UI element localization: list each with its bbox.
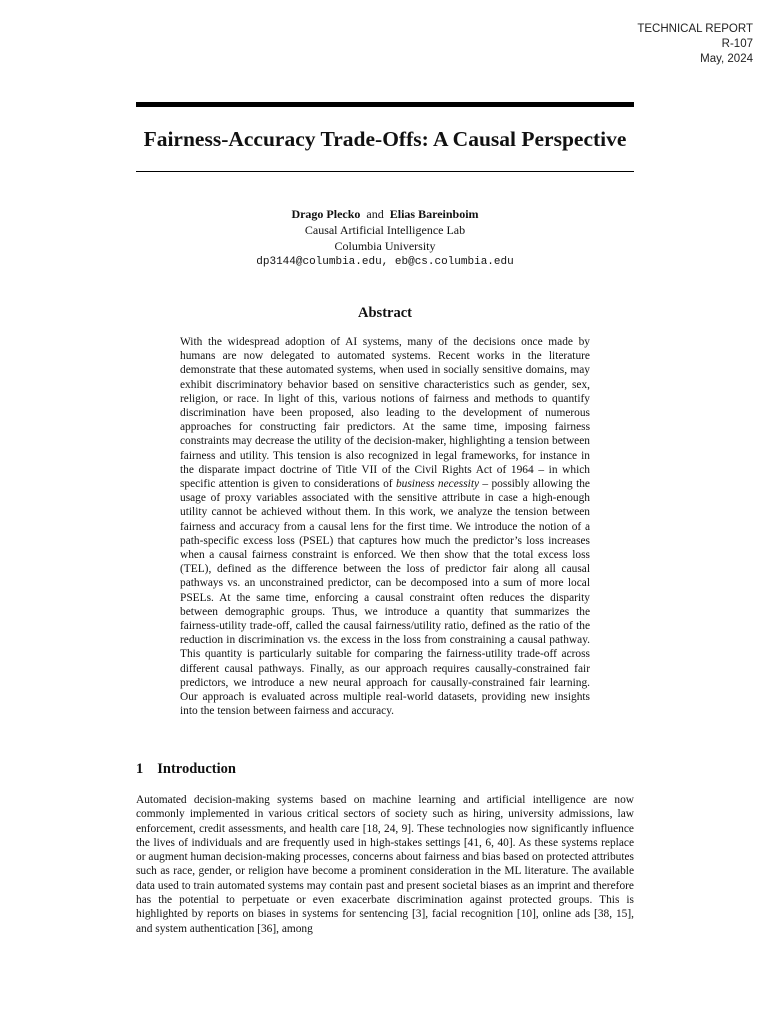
section-title: Introduction (157, 761, 236, 777)
author-1: Drago Plecko (291, 207, 361, 221)
author-emails: dp3144@columbia.edu, eb@cs.columbia.edu (256, 256, 514, 268)
abstract-heading: Abstract (358, 305, 412, 321)
author-names (120, 206, 650, 222)
affiliation-lab: Causal Artificial Intelligence Lab (304, 223, 466, 237)
abstract-text-part-1: With the widespread adoption of AI systems, many of the decisions once made by humans are now delegated to automated systems. Recent works in the literature demonstrate that these automated systems, when used in socially sensitive domains, may exhibit discriminatory behavior based on sensitive characteristics such as gender, sex, religion, or race. In light of this, various notions of fairness and methods to quantify discrimination have been proposed, also leading to the development of numerous approaches for constructing fair predictors. At the same time, imposing fairness constraints may decrease the utility of the decision-maker, highlighting a tension between fairness and utility. This tension is also recognized in legal frameworks, for instance in the disparate impact doctrine of Title VII of the Civil Rights Act of 1964 – in which specific attention is given to considerations of (180, 336, 590, 491)
section-number: 1 (136, 761, 144, 777)
paper-title: Fairness-Accuracy Trade-Offs: A Causal Perspective (143, 127, 627, 151)
introduction-body: Automated decision-making systems based on machine learning and artificial intelligence are now commonly implemented in various critical sectors of society such as hiring, university admissions, law enforcement, credit assessments, and health care [18, 24, 9]. These technologies now significantly influence the lives of individuals and are frequently used in high-stakes settings [41, 6, 40]. As these systems replace or augment human decision-making processes, concerns about fairness and bias based on protected attributes such as race, gender, or religion have become a prominent consideration in the ML literature. The available data used to train automated systems may contain past and present societal biases as an imprint and therefore has the potential to perpetuate or even exacerbate discrimination against protected groups. This is highlighted by reports on biases in systems for sentencing [3], facial recognition [10], online ads [38, 15], and system authentication [36], among (136, 794, 634, 935)
author-block (120, 206, 650, 270)
report-date: May, 2024 (700, 53, 753, 65)
report-number: R-107 (721, 38, 753, 50)
title-top-rule (136, 102, 634, 107)
author-2: Elias Bareinboim (389, 207, 479, 221)
abstract-italic-phrase: business necessity (395, 478, 480, 491)
author-conjunction: and (366, 207, 384, 221)
abstract-body (180, 335, 590, 718)
title-bottom-rule (136, 171, 634, 172)
affiliation-university: Columbia University (334, 239, 436, 253)
abstract-text-part-2: – possibly allowing the usage of proxy variables associated with the sensitive attribute in case a high-enough utility cannot be achieved without them. In this work, we analyze the tension between fairness and accuracy from a causal lens for the first time. We introduce the notion of a path-specific excess loss (PSEL) that captures how much the predictor’s loss increases when a causal fairness constraint is enforced. We then show that the total excess loss (TEL), defined as the difference between the loss of predictor fair along all causal pathways vs. an unconstrained predictor, can be decomposed into a sum of more local PSELs. At the same time, enforcing a causal constraint often reduces the disparity between demographic groups. Thus, we introduce a quantity that summarizes the fairness-utility trade-off, called the causal fairness/utility ratio, defined as the ratio of the reduction in discrimination vs. the excess in the loss from constraining a causal pathway. This quantity is particularly suitable for comparing the fairness-utility trade-off across different causal pathways. Finally, as our approach requires causally-constrained fair predictors, we introduce a new neural approach for causally-constrained fair learning. Our approach is evaluated across multiple real-world datasets, providing new insights into the tension between fairness and accuracy. (180, 478, 590, 718)
report-meta (637, 22, 753, 67)
report-type: TECHNICAL REPORT (637, 23, 753, 35)
section-heading-introduction (136, 759, 634, 779)
